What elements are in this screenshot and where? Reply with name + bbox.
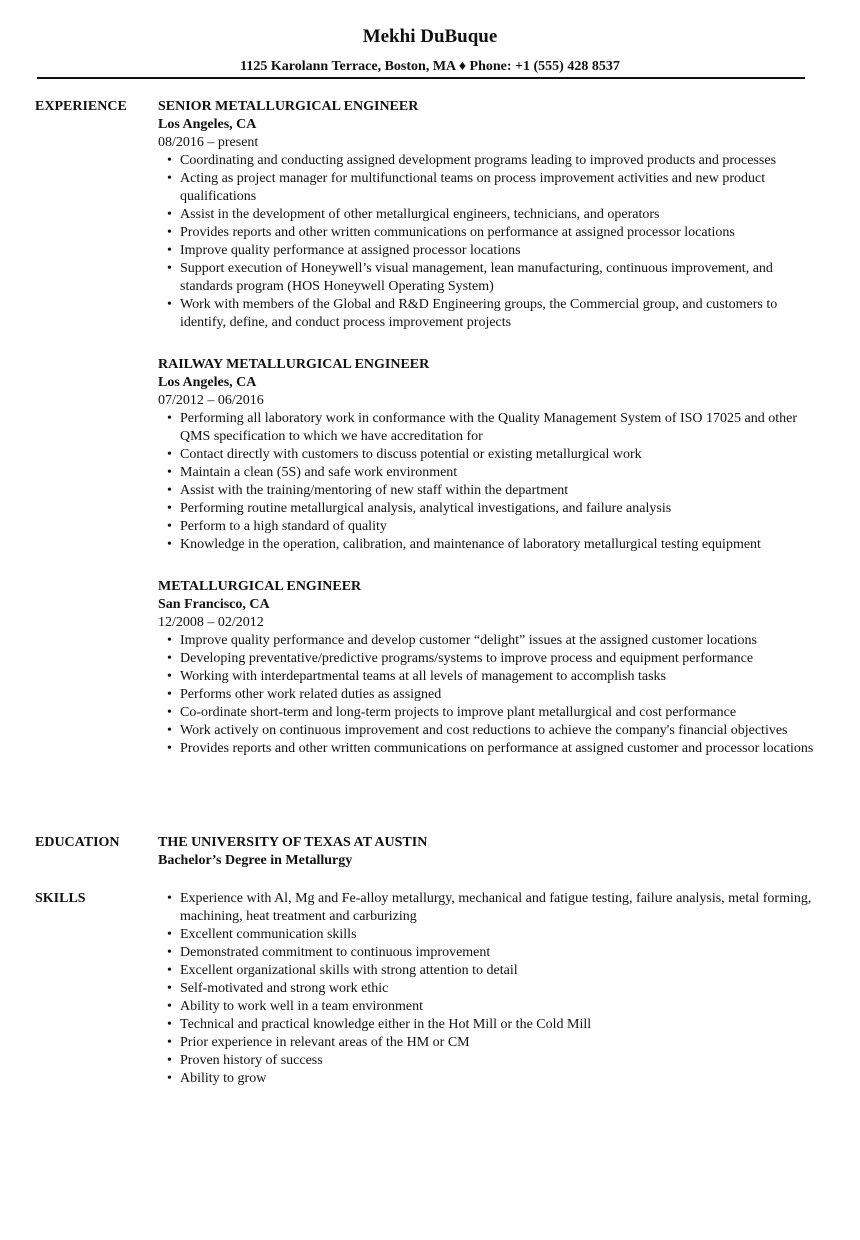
list-item: • Performs other work related duties as assigned	[158, 686, 825, 704]
skill-item: • Experience with Al, Mg and Fe-alloy metallurgy, mechanical and fatigue testing, failure analysis, metal forming, machining, heat treatment and carburizing	[158, 890, 825, 926]
education-label: EDUCATION	[35, 835, 120, 850]
list-item: • Contact directly with customers to discuss potential or existing metallurgical work	[158, 446, 825, 464]
list-item: • Performing all laboratory work in conformance with the Quality Management System of ISO 17025 and other QMS specification to which we have accreditation for	[158, 410, 825, 446]
list-item: • Improve quality performance and develop customer “delight” issues at the assigned customer locations	[158, 632, 825, 650]
job-entry	[158, 578, 825, 758]
school-name: THE UNIVERSITY OF TEXAS AT AUSTIN	[158, 835, 428, 850]
experience-label: EXPERIENCE	[35, 99, 127, 114]
job-title: METALLURGICAL ENGINEER	[158, 579, 362, 594]
list-item: • Developing preventative/predictive programs/systems to improve process and equipment performance	[158, 650, 825, 668]
skill-item: • Demonstrated commitment to continuous improvement	[158, 944, 825, 962]
skill-item: • Proven history of success	[158, 1052, 825, 1070]
list-item: • Coordinating and conducting assigned development programs leading to improved products and processes	[158, 152, 825, 170]
list-item: • Co-ordinate short-term and long-term projects to improve plant metallurgical and cost performance	[158, 704, 825, 722]
job-dates: 07/2012 – 06/2016	[158, 393, 264, 408]
job-dates: 12/2008 – 02/2012	[158, 615, 264, 630]
skill-item: • Ability to work well in a team environment	[158, 998, 825, 1016]
skill-item: • Excellent communication skills	[158, 926, 825, 944]
skills-list	[158, 890, 825, 1088]
job-location: Los Angeles, CA	[158, 117, 257, 132]
job-title: RAILWAY METALLURGICAL ENGINEER	[158, 357, 430, 372]
job-bullets	[158, 632, 825, 758]
list-item: • Work with members of the Global and R&D Engineering groups, the Commercial group, and customers to identify, define, and conduct process improvement projects	[158, 296, 825, 332]
job-location: Los Angeles, CA	[158, 375, 257, 390]
list-item: • Work actively on continuous improvement and cost reductions to achieve the company's financial objectives	[158, 722, 825, 740]
list-item: • Performing routine metallurgical analysis, analytical investigations, and failure analysis	[158, 500, 825, 518]
list-item: • Working with interdepartmental teams at all levels of management to accomplish tasks	[158, 668, 825, 686]
contact-line: 1125 Karolann Terrace, Boston, MA ♦ Phone: +1 (555) 428 8537	[240, 59, 620, 74]
skills-section	[35, 890, 825, 1088]
list-item: • Improve quality performance at assigned processor locations	[158, 242, 825, 260]
list-item: • Knowledge in the operation, calibration, and maintenance of laboratory metallurgical testing equipment	[158, 536, 825, 554]
list-item: • Support execution of Honeywell’s visual management, lean manufacturing, continuous improvement, and standards program (HOS Honeywell Operating System)	[158, 260, 825, 296]
skill-item: • Self-motivated and strong work ethic	[158, 980, 825, 998]
list-item: • Assist with the training/mentoring of new staff within the department	[158, 482, 825, 500]
experience-section	[35, 98, 825, 782]
skills-label: SKILLS	[35, 891, 86, 906]
job-title: SENIOR METALLURGICAL ENGINEER	[158, 99, 419, 114]
resume-name: Mekhi DuBuque	[362, 26, 498, 47]
list-item: • Provides reports and other written communications on performance at assigned customer and processor locations	[158, 740, 825, 758]
skill-item: • Prior experience in relevant areas of the HM or CM	[158, 1034, 825, 1052]
job-entry	[158, 356, 825, 554]
job-bullets	[158, 152, 825, 332]
job-bullets	[158, 410, 825, 554]
skill-item: • Technical and practical knowledge either in the Hot Mill or the Cold Mill	[158, 1016, 825, 1034]
skill-item: • Ability to grow	[158, 1070, 825, 1088]
education-section	[35, 834, 825, 870]
list-item: • Maintain a clean (5S) and safe work environment	[158, 464, 825, 482]
job-location: San Francisco, CA	[158, 597, 270, 612]
job-entry	[158, 98, 825, 332]
job-dates: 08/2016 – present	[158, 135, 259, 150]
experience-jobs	[158, 98, 825, 758]
header-divider	[37, 77, 805, 79]
list-item: • Assist in the development of other metallurgical engineers, technicians, and operators	[158, 206, 825, 224]
list-item: • Acting as project manager for multifunctional teams on process improvement activities and new product qualifications	[158, 170, 825, 206]
list-item: • Provides reports and other written communications on performance at assigned processor locations	[158, 224, 825, 242]
degree: Bachelor’s Degree in Metallurgy	[158, 853, 353, 868]
list-item: • Perform to a high standard of quality	[158, 518, 825, 536]
skill-item: • Excellent organizational skills with strong attention to detail	[158, 962, 825, 980]
